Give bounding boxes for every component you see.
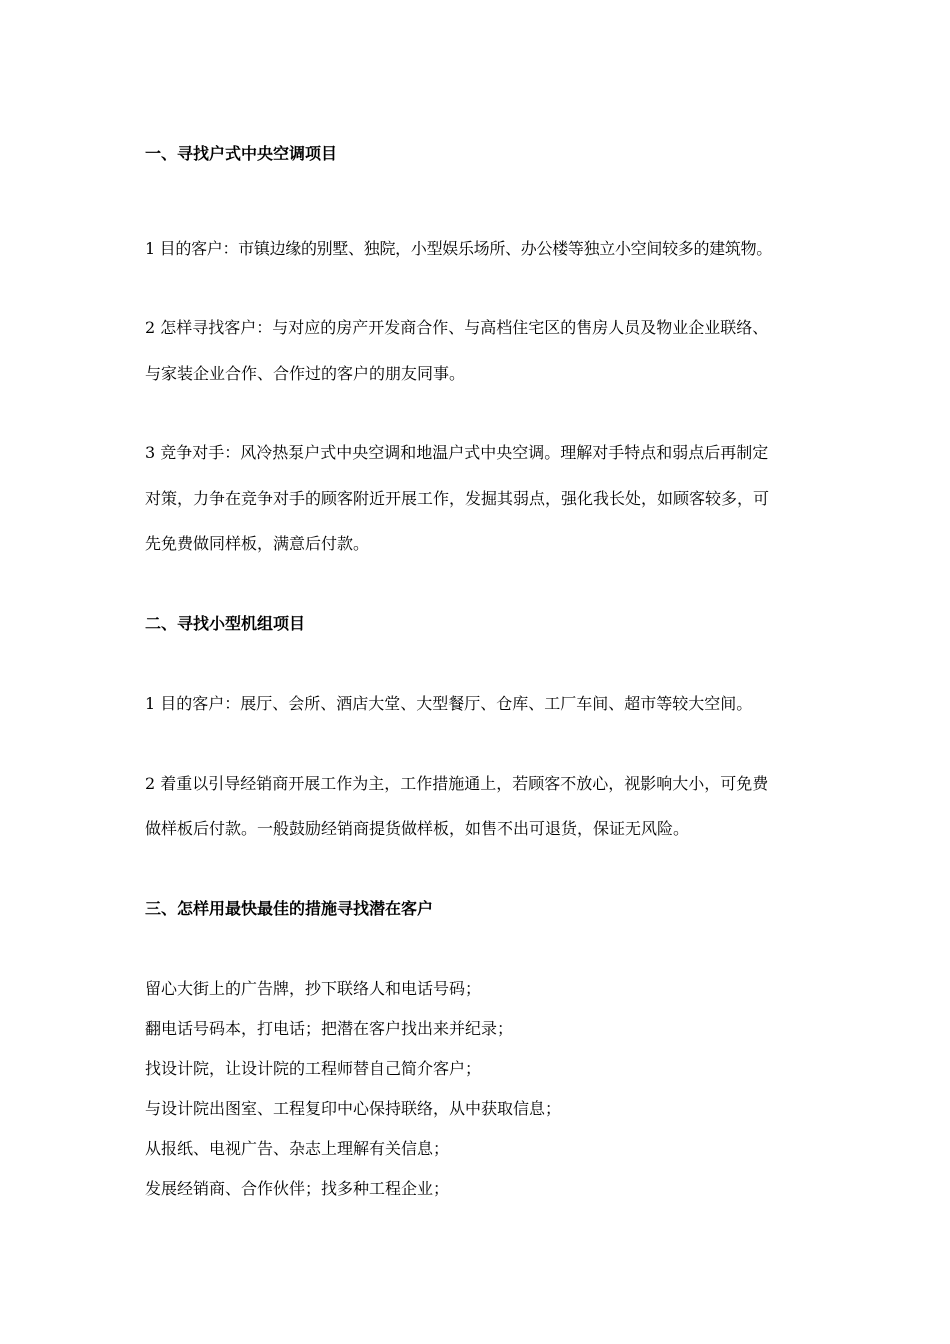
section-2-paragraph-2-line-2: 做样板后付款。一般鼓励经销商提货做样板，如售不出可退货，保证无风险。 <box>145 819 690 838</box>
section-1-heading: 一、寻找户式中央空调项目 <box>145 144 338 163</box>
section-1-paragraph-3-line-1: 3 竞争对手：风冷热泵户式中央空调和地温户式中央空调。理解对手特点和弱点后再制定 <box>145 443 769 462</box>
section-2-paragraph-1: 1 目的客户：展厅、会所、酒店大堂、大型餐厅、仓库、工厂车间、超市等较大空间。 <box>145 694 753 713</box>
section-3-list-item: 发展经销商、合作伙伴；找多种工程企业； <box>145 1179 450 1198</box>
section-2-paragraph-2-line-1: 2 着重以引导经销商开展工作为主，工作措施通上，若顾客不放心，视影响大小，可免费 <box>145 774 769 793</box>
section-3-list-item: 留心大街上的广告牌，抄下联络人和电话号码； <box>145 979 482 998</box>
section-2-heading: 二、寻找小型机组项目 <box>145 614 306 633</box>
section-3-list-item: 找设计院，让设计院的工程师替自己简介客户； <box>145 1059 482 1078</box>
section-1-paragraph-2-line-2: 与家装企业合作、合作过的客户的朋友同事。 <box>145 364 466 383</box>
section-3-list-item: 翻电话号码本，打电话；把潜在客户找出来并纪录； <box>145 1019 514 1038</box>
section-1-paragraph-3-line-3: 先免费做同样板，满意后付款。 <box>145 534 370 553</box>
section-1-paragraph-3-line-2: 对策，力争在竞争对手的顾客附近开展工作，发掘其弱点，强化我长处，如顾客较多，可 <box>145 489 770 508</box>
section-3-list-item: 与设计院出图室、工程复印中心保持联络，从中获取信息； <box>145 1099 562 1118</box>
section-3-list-item: 从报纸、电视广告、杂志上理解有关信息； <box>145 1139 450 1158</box>
section-1-paragraph-2-line-1: 2 怎样寻找客户：与对应的房产开发商合作、与高档住宅区的售房人员及物业企业联络、 <box>145 318 769 337</box>
section-1-paragraph-1: 1 目的客户：市镇边缘的别墅、独院，小型娱乐场所、办公楼等独立小空间较多的建筑物。 <box>145 239 772 258</box>
section-3-heading: 三、怎样用最快最佳的措施寻找潜在客户 <box>145 899 434 918</box>
